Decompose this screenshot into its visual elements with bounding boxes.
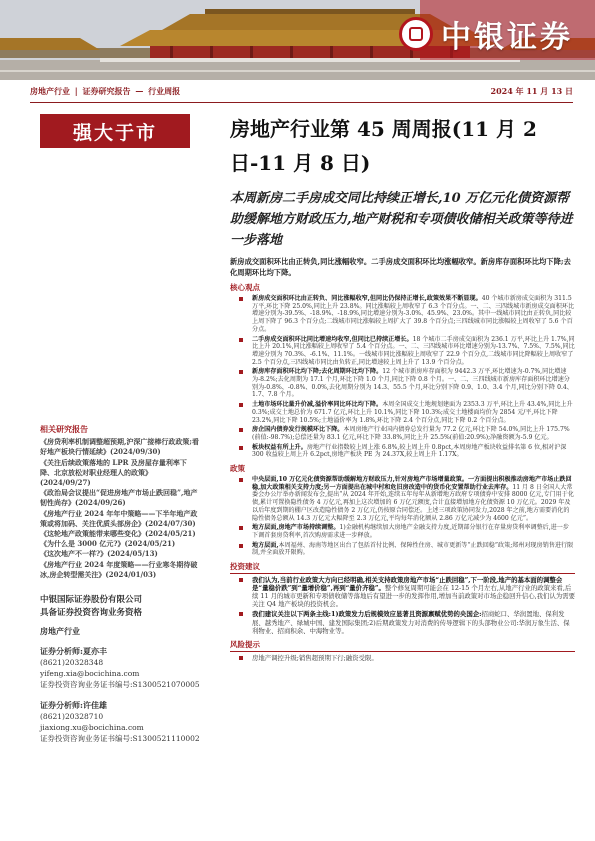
bullet-lead: 新房成交面积环比由正转负、同比涨幅收窄,但同比仍保持正增长,政策效果不断显现。 [252,295,482,302]
org-block [40,594,200,620]
related-report-item[interactable]: 《为什么是 3000 亿元?》(2024/05/21) [40,539,176,549]
bullet-lead: 房企国内债券发行规模环比下降。 [252,426,344,434]
analyst-email[interactable]: jiaxiong.xu@bocichina.com [40,723,144,733]
bullet-item [230,542,575,557]
left-sidebar [40,424,200,744]
bullet-lead: 土地市场环比量升价减,溢价率同比环比均下降。 [252,401,383,409]
rating-badge: 强大于市 [40,114,190,148]
bullet-body: 12 个城市新房库存面积为 9442.3 万平,环比增速为-0.7%,同比增速为-8.2%;去化周期为 17.1 个月,环比下降 1.0 个月,同比下降 0.8 个月。一、二、三四线城市新房库存面积环比增速分别为-0.8%、-0.8%、0.0%,去化周期分别为 14.3、55.5 个月,环比分别下降 0.9、1.0、3.4 个月,同比分别下降 0.4、1.7、7.8 个月。 [252,368,573,399]
bullet-item [230,295,575,334]
analyst-role: 证券分析师 [40,700,80,711]
bullet-body: 1)金融机构继续加大房地产金融支持力度,近期部分银行在存量房贷利率调整后,进一步下调首套房贷利率,首次购房需求进一步释放。 [252,524,569,539]
analyst-email[interactable]: yifeng.xia@bocichina.com [40,669,140,679]
bullet-item [230,576,575,608]
core-points-list [230,295,575,459]
brand-name: 中银证券 [441,20,573,55]
related-report-item[interactable]: 《政治局会议提出“促进房地产市场止跌回稳”,地产韧性尚存》(2024/09/26) [40,488,198,508]
bullet-item [230,476,575,522]
bullet-body: 整个修复周期可能会在 12-15 个月左右,从地产行业的政策来看,后续 11 月的城市更新和专项债收储等落地后有望进一步的发挥作用,增加当前政策对市场企稳回升信心,我们认为需要关注 Q4 地产板块的投资机会。 [252,584,576,609]
bullet-lead: 我们认为,当前行业政策大方向已经明确,相关支持政策房地产市场“止跌回稳”,下一阶段,地产的基本面的调整会是“量稳价跌”到“量增价稳”,再到“量价齐稳”。 [252,576,563,593]
section-advice-heading: 投资建议 [230,561,575,574]
related-report-item[interactable]: 《房地产行业 2024 年年中策略——下半年地产政策或将加码、关注优质头部房企》(2024/07/30) [40,508,198,528]
section-policy-heading: 政策 [230,464,245,474]
analyst-cert: 证券投资咨询业务证书编号:S1300521110002 [40,734,200,744]
bullet-body: 房地产行业指数较上周上涨 6.8%,较上周上升 0.8pct,本周房地产板块收益排名第 6 位,相对沪深 300 收益较上周上升 6.2pct,房地产板块 PE 为 24.37X,较上周上升 1.17X。 [252,443,567,459]
strip-sub: 行业周报 [148,86,181,96]
report-title: 房地产行业第 45 周周报(11 月 2 日-11 月 8 日) [230,117,537,175]
analysts-list [40,646,200,744]
bullet-body: 房地产调控升级;销售超预期下行;融资受限。 [252,653,378,662]
advice-points-list [230,576,575,635]
bullet-item [230,336,575,367]
report-intro: 新房成交面积环比由正转负,同比涨幅收窄。二手房成交面积环比均涨幅收窄。新房库存面积环比均下降;去化周期环比均下降。 [230,257,571,277]
bank-of-china-logo-icon [399,17,433,51]
related-report-item[interactable]: 《房贷利率机制调整超预期,沪深广接棒行政政策;看好地产板块行情延续》(2024/09/30) [40,437,200,457]
analyst-cert: 证券投资咨询业务证书编号:S1300521070005 [40,680,200,690]
bullet-item [230,654,575,662]
analyst-card [40,646,200,690]
strip-type: 证券研究报告 [82,86,131,96]
bullet-item [230,368,575,399]
sector-name: 房地产行业 [40,626,80,637]
bullet-body: 11 月 8 日全国人大常委会办公厅举办新闻发布会,提出“从 2024 年开始,连续五年每年从新增地方政府专项债券中安排 8000 亿元,专门用于化债,累计可置换隐性债务 4 万亿元,再加上这次增加的 6 万亿元额度,合计直接增加地方化债资源 10 万亿元。2029 年及以后年度到期的棚户区改造隐性债务 2 万亿元,仍按原合同偿还。上述三项政策协同发力,2028 年之前,地方需要消化的隐性债务总额从 14.3 万亿元大幅降至 2.3 万亿元,平均每年消化额从 2.86 万亿元减少为 4600 亿元”。 [252,483,574,522]
strip-industry: 房地产行业 [30,86,70,96]
analyst-phone: (8621)20328710 [40,712,104,722]
analyst-heading [40,700,200,711]
bullet-lead: 二手房成交面积环比同比增速均收窄,但同比已持续正增长。 [252,335,413,343]
bullet-body: 本周福州、海南等地区出台了包括首付比例、保障性住房、城市更新等“止跌回稳”政策;郑州对现房销售进行限制,并全面放开限购。 [252,541,574,557]
related-reports-list [40,437,200,580]
analyst-name: 许佳雄 [82,700,107,711]
brand-mark [399,12,573,56]
bullet-lead: 板块权益有所上升。 [252,443,307,451]
main-column [230,112,575,664]
bullet-body: 本周全国成交土地规划建面为 2353.3 万平,环比上升 43.4%,同比上升 0.3%;成交土地总价为 671.7 亿元,环比上升 10.1%,同比下降 10.3%;成交土地楼面均价为 2854 元/平,环比下降 23.2%,同比下降 10.5%;土地溢价率为 1.8%,环比下降 2.4 个百分点,同比下降 0.2 个百分点。 [252,401,573,424]
bullet-item [230,401,575,424]
strip-divider [30,102,573,103]
risk-points-list [230,654,575,662]
report-subtitle: 本周新房二手房成交同比持续正增长,10 万亿元化债资源帮助缓解地方财政压力,地产财税和专项债收储相关政策等待进一步落地 [230,191,573,248]
related-report-item[interactable]: 《房地产行业 2024 年度策略——行业寒冬期待破冰,房企转型需关注》(2024/01/03) [40,559,198,579]
bullet-item [230,426,575,441]
org-qualification: 具备证券投资咨询业务资格 [40,608,143,619]
report-info-strip: 房地产行业 | 证券研究报告 — 行业周报 2024 年 11 月 13 日 [30,86,573,100]
analyst-phone: (8621)20328348 [40,658,104,668]
bullet-body: 招商蛇口、华润置地、保利发展、越秀地产、绿城中国、建发国际集团;2)后期政策发力对消费的传导逻辑下的头部物业公司:华润万象生活、保利物业、招商积余、中海物业等。 [252,610,570,635]
bullet-item [230,524,575,539]
bullet-body: 18 个城市二手房成交面积为 236.1 万平,环比上升 1.7%,同比上升 20.1%,同比涨幅较上周收窄了 5.4 个百分点。一、二、三四线城市环比增速分别为-13.7%、7.5%、7.5%,同比增速分别为 70.3%、-6.1%、11.1%。一线城市同比涨幅较上周收窄了 22.9 个百分点,二线城市同比降幅较上周收窄了 2.5 个百分点,三四线城市同比由负转正,同比增速较上周上升了 13.9 个百分点。 [252,335,575,366]
bullet-item [230,444,575,459]
policy-points-list [230,476,575,557]
bullet-lead: 地方层面, [252,541,279,549]
analyst-heading [40,646,200,657]
analyst-card [40,700,200,744]
bullet-body: 40 个城市新房成交面积为 311.5 万平,环比下降 25.0%,同比上升 23.8%。同比涨幅较上周收窄了 6.3 个百分点。一、二、三四线城市新房成交面积环比增速分别为-39.5%、-18.9%、-18.9%,同比增速分别为-3.0%、45.9%、23.0%。其中一线城市同比由正转负,同比较上周下降了 96.3 个百分点;二线城市同比涨幅较上周扩大了 39.8 个百分点;三四线城市同比涨幅较上周收窄了 5.6 个百分点。 [252,295,575,333]
related-report-item[interactable]: 《关注后续政策落地的 LPR 及房屋存量利率下降、北京放松对职业经理人的政策》(2024/09/27) [40,457,187,488]
analyst-separator: : [80,700,83,711]
bullet-lead: 地方层面,房地产市场持续调整。 [252,524,340,532]
related-report-item[interactable]: 《这次地产不一样?》(2024/05/13) [40,549,158,559]
analyst-role: 证券分析师 [40,646,80,657]
report-date: 2024 年 11 月 13 日 [490,86,573,96]
bullet-item [230,610,575,634]
bullet-lead: 我们建议关注以下两条主线:1)政策发力后规模效应显著且资源禀赋优势的央国企: [252,610,482,619]
related-reports-title: 相关研究报告 [40,424,88,434]
bullet-lead: 中央层面,10 万亿元化债资源帮助缓解地方财政压力,针对房地产市场增量政策。一方面提出积极推动房地产市场止跌回稳,加大政策相关支持力度;另一方面提出在城中村和危旧房改造中的货币化安置帮助行业去库存。 [252,476,572,491]
analyst-name: 夏亦丰 [82,646,107,657]
section-core-heading: 核心观点 [230,283,260,292]
related-report-item[interactable]: 《这轮地产政策能带来哪些变化》(2024/05/21) [40,529,196,539]
header-banner [0,0,595,80]
org-name: 中银国际证券股份有限公司 [40,595,143,606]
bullet-lead: 新房库存面积环比均下降;去化周期环比均下降。 [252,368,383,376]
bullet-body: 本周房地产行业国内债券总发行量为 77.2 亿元,环比下降 54.0%,同比上升 175.7%(前值:-98.7%);总偿还量为 83.1 亿元,环比下降 33.8%,同比上升 25.5%(前值:20.9%);净融资额为-5.9 亿元。 [252,426,570,441]
analyst-separator: : [80,646,83,657]
section-risk-heading: 风险提示 [230,639,575,652]
